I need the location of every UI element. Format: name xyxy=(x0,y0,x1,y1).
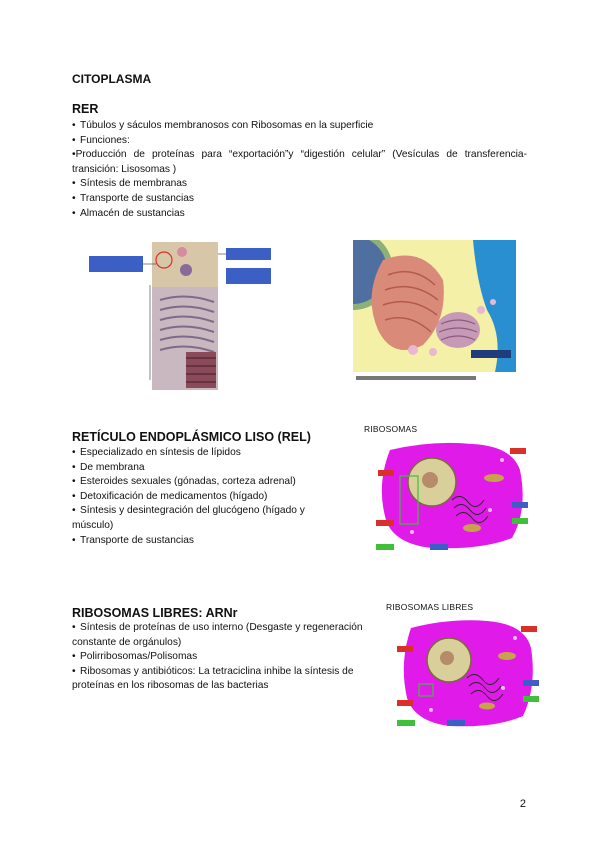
rer-figure-caption-line xyxy=(356,376,476,380)
rer-diagram-figure xyxy=(353,240,516,372)
list-item: • Transporte de sustancias xyxy=(72,192,195,204)
ribosomas-text-block xyxy=(72,621,368,694)
list-item: • Funciones: xyxy=(72,134,130,146)
list-item: •Producción de proteínas para “exportación”y “digestión celular” (Vesículas de transferencia-transición: Lisosomas ) xyxy=(72,149,527,175)
list-item: • Túbulos y sáculos membranosos con Ribosomas en la superficie xyxy=(72,120,374,131)
page-number: 2 xyxy=(519,798,526,810)
rer-micrograph-figure xyxy=(86,240,276,390)
ribosomas-heading: RIBOSOMAS LIBRES: ARNr xyxy=(72,606,238,620)
rel-heading: RETÍCULO ENDOPLÁSMICO LISO (REL) xyxy=(72,430,311,444)
list-item: • Transporte de sustancias xyxy=(72,534,195,546)
ribosomas-figure-caption: RIBOSOMAS LIBRES xyxy=(386,602,474,612)
ribosomas-cell-figure xyxy=(395,616,541,730)
list-item: • Esteroides sexuales (gónadas, corteza adrenal) xyxy=(72,476,296,488)
rel-text-block xyxy=(72,446,332,548)
list-item: • Especializado en síntesis de lípidos xyxy=(72,447,241,458)
list-item: • Almacén de sustancias xyxy=(72,207,185,219)
rel-cell-figure xyxy=(372,440,532,552)
list-item: • Polirribosomas/Polisomas xyxy=(72,651,198,663)
page-title: CITOPLASMA xyxy=(72,72,152,86)
list-item: • Ribosomas y antibióticos: La tetraciclina inhibe la síntesis de proteínas en los ribosomas de las bacterias xyxy=(72,665,354,692)
list-item: • Síntesis de proteínas de uso interno (Desgaste y regeneración constante de orgánulos) xyxy=(72,622,363,648)
rel-figure-caption: RIBOSOMAS xyxy=(364,424,418,434)
list-item: • Detoxificación de medicamentos (hígado) xyxy=(72,490,268,502)
list-item: • Síntesis y desintegración del glucógeno (hígado y músculo) xyxy=(72,505,305,531)
rer-heading: RER xyxy=(72,102,99,116)
list-item: • Síntesis de membranas xyxy=(72,178,188,190)
rer-text-block xyxy=(72,119,527,221)
list-item: • De membrana xyxy=(72,461,145,473)
